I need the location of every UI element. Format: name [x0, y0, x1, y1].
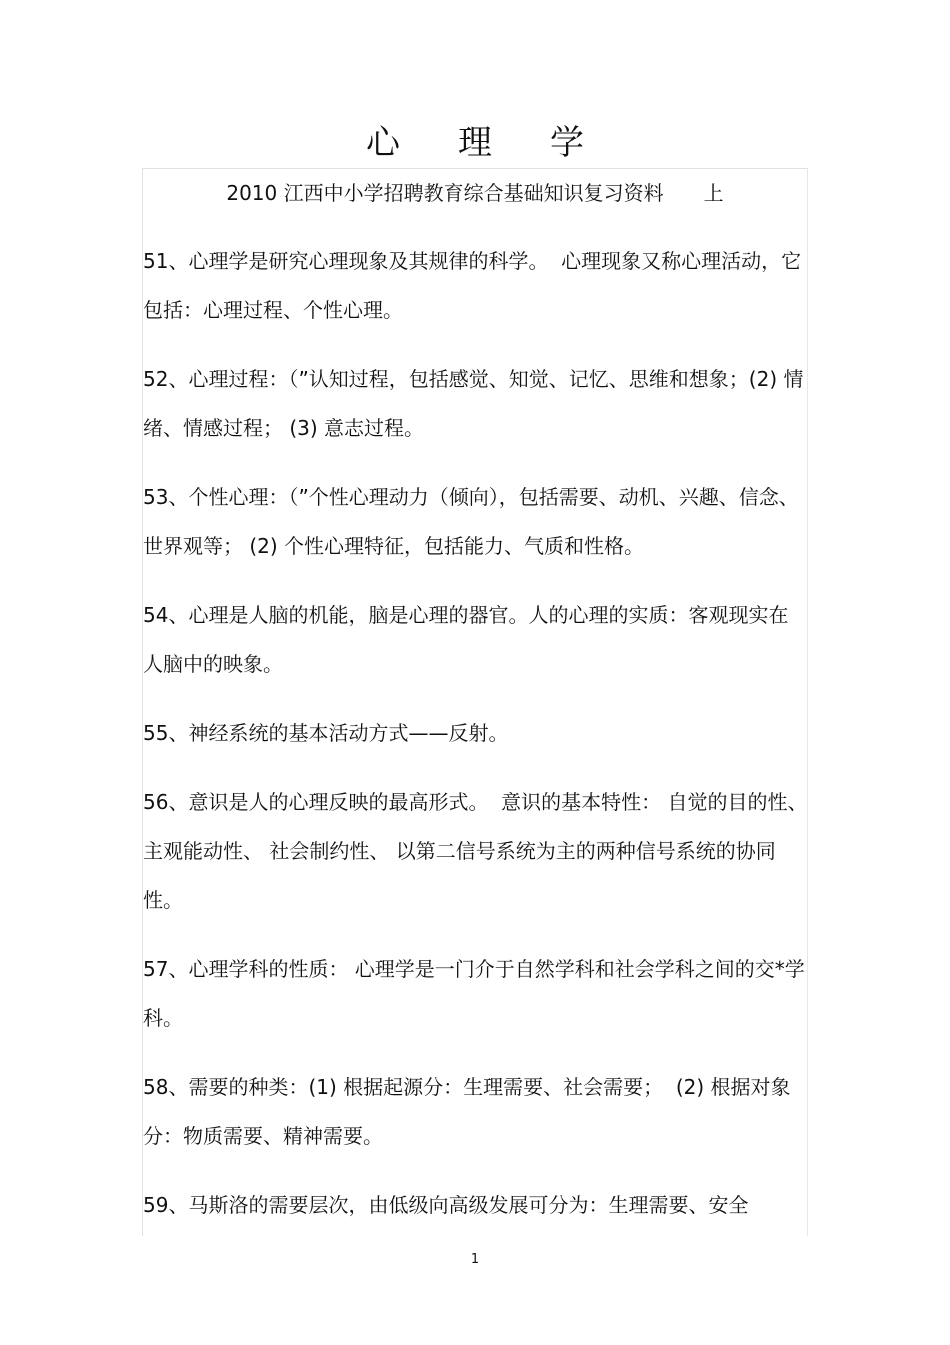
paragraph-item-53: 53、个性心理：（”个性心理动力（倾向），包括需要、动机、兴趣、信念、世界观等； (2) 个性心理特征，包括能力、气质和性格。: [143, 485, 799, 558]
paragraph-item-51: 51、心理学是研究心理现象及其规律的科学。 心理现象又称心理活动，它包括：心理过程、个性心理。: [143, 249, 802, 322]
paragraph-item-55: 55、神经系统的基本活动方式——反射。: [143, 721, 509, 745]
paragraph-item-57: 57、心理学科的性质： 心理学是一门介于自然学科和社会学科之间的交*学科。: [143, 957, 805, 1030]
paragraph-item-59: 59、马斯洛的需要层次，由低级向高级发展可分为：生理需要、安全: [143, 1193, 749, 1217]
content-body: [143, 237, 808, 1235]
paragraph-item-52: 52、心理过程：（”认知过程，包括感觉、知觉、记忆、思维和想象；(2) 情绪、情感过程； (3) 意志过程。: [143, 367, 804, 440]
subtitle-main: 2010 江西中小学招聘教育综合基础知识复习资料: [226, 181, 664, 205]
paragraph-item-56: 56、意识是人的心理反映的最高形式。 意识的基本特性： 自觉的目的性、主观能动性、 社会制约性、 以第二信号系统为主的两种信号系统的协同性。: [143, 790, 808, 912]
paragraph-item-58: 58、需要的种类：(1) 根据起源分：生理需要、社会需要； (2) 根据对象分：物质需要、精神需要。: [143, 1075, 791, 1148]
page-title: 心理学: [366, 123, 642, 163]
subtitle-suffix: 上: [703, 181, 724, 205]
page-number: 1: [470, 1252, 480, 1267]
document-subtitle: [142, 176, 808, 210]
paragraph-item-54: 54、心理是人脑的机能，脑是心理的器官。人的心理的实质：客观现实在人脑中的映象。: [143, 603, 789, 676]
